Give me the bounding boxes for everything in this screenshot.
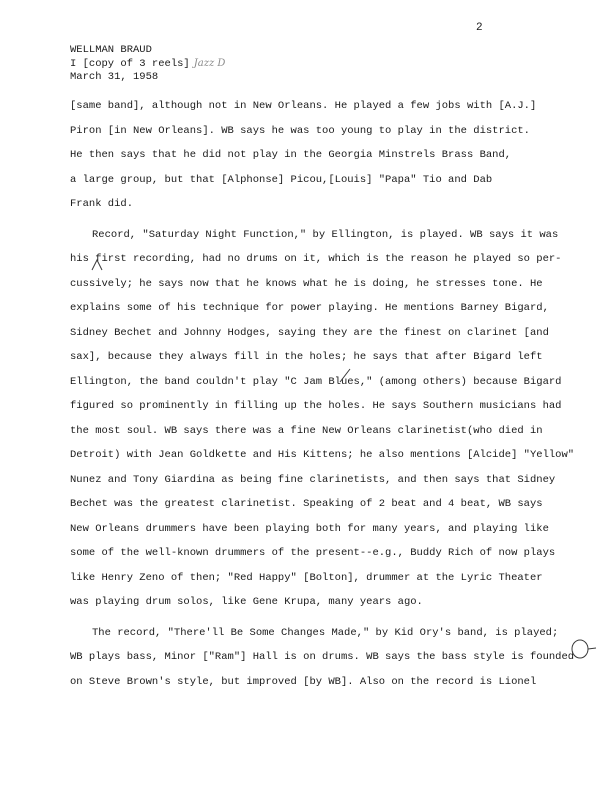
page-number: 2 [476,22,483,34]
text-line: his first recording, had no drums on it, which is the reason he played so per- [70,253,562,265]
text-line: Piron [in New Orleans]. WB says he was too young to play in the district. [70,124,530,137]
text-line: WB plays bass, Minor ["Ram"] Hall is on drums. WB says the bass style is founded [70,651,575,663]
pencil-note: Jazz D [193,58,226,69]
text-line: Bechet was the greatest clarinetist. Speaking of 2 beat and 4 beat, WB says [70,498,543,510]
text-line: the most soul. WB says there was a fine New Orleans clarinetist(who died in [70,424,543,437]
text-line: Detroit) with Jean Goldkette and His Kittens; he also mentions [Alcide] "Yellow" [70,449,575,461]
paragraph [70,621,575,695]
text-line: Nunez and Tony Giardina as being fine clarinetists, and then says that Sidney [70,473,556,486]
handwritten-insertion-mark [88,254,108,274]
text-line: cussively; he says now that he knows what he is doing, he stresses tone. He [70,277,543,290]
text-line: He then says that he did not play in the Georgia Minstrels Brass Band, [70,149,512,161]
text-line: on Steve Brown's style, but improved [by WB]. Also on the record is Lionel [70,675,537,688]
paragraph [70,94,540,217]
text-line: sax], because they always fill in the holes; he says that after Bigard left [70,351,543,363]
interview-date: March 31, 1958 [70,71,159,83]
handwritten-circle-mark [568,636,598,666]
document-header [70,44,225,84]
text-line: Ellington, the band couldn't play "C Jam Blues," (among others) because Bigard [70,375,562,388]
text-line: a large group, but that [Alphonse] Picou,[Louis] "Papa" Tio and Dab [70,173,493,186]
reel-info: I [copy of 3 reels] [70,58,190,70]
transcript-body [70,94,575,694]
text-line: Sidney Bechet and Johnny Hodges, saying they are the finest on clarinet [and [70,326,549,339]
text-line: The record, "There'll Be Some Changes Made," by Kid Ory's band, is played; [92,626,559,639]
text-line: explains some of his technique for power playing. He mentions Barney Bigard, [70,302,549,314]
reel-line [70,57,225,71]
text-line: like Henry Zeno of then; "Red Happy" [Bolton], drummer at the Lyric Theater [70,571,543,584]
text-line: Record, "Saturday Night Function," by Ellington, is played. WB says it was [92,228,559,241]
text-line: Frank did. [70,198,134,210]
text-line: New Orleans drummers have been playing both for many years, and playing like [70,522,549,535]
text-line: some of the well-known drummers of the present--e.g., Buddy Rich of now plays [70,547,556,559]
text-line: figured so prominently in filling up the holes. He says Southern musicians had [70,400,562,412]
interviewee-name: WELLMAN BRAUD [70,44,152,56]
paragraph [70,223,575,615]
text-line: was playing drum solos, like Gene Krupa, many years ago. [70,596,423,608]
text-line: [same band], although not in New Orleans. He played a few jobs with [A.J.] [70,100,537,112]
handwritten-slash-mark [336,366,356,386]
